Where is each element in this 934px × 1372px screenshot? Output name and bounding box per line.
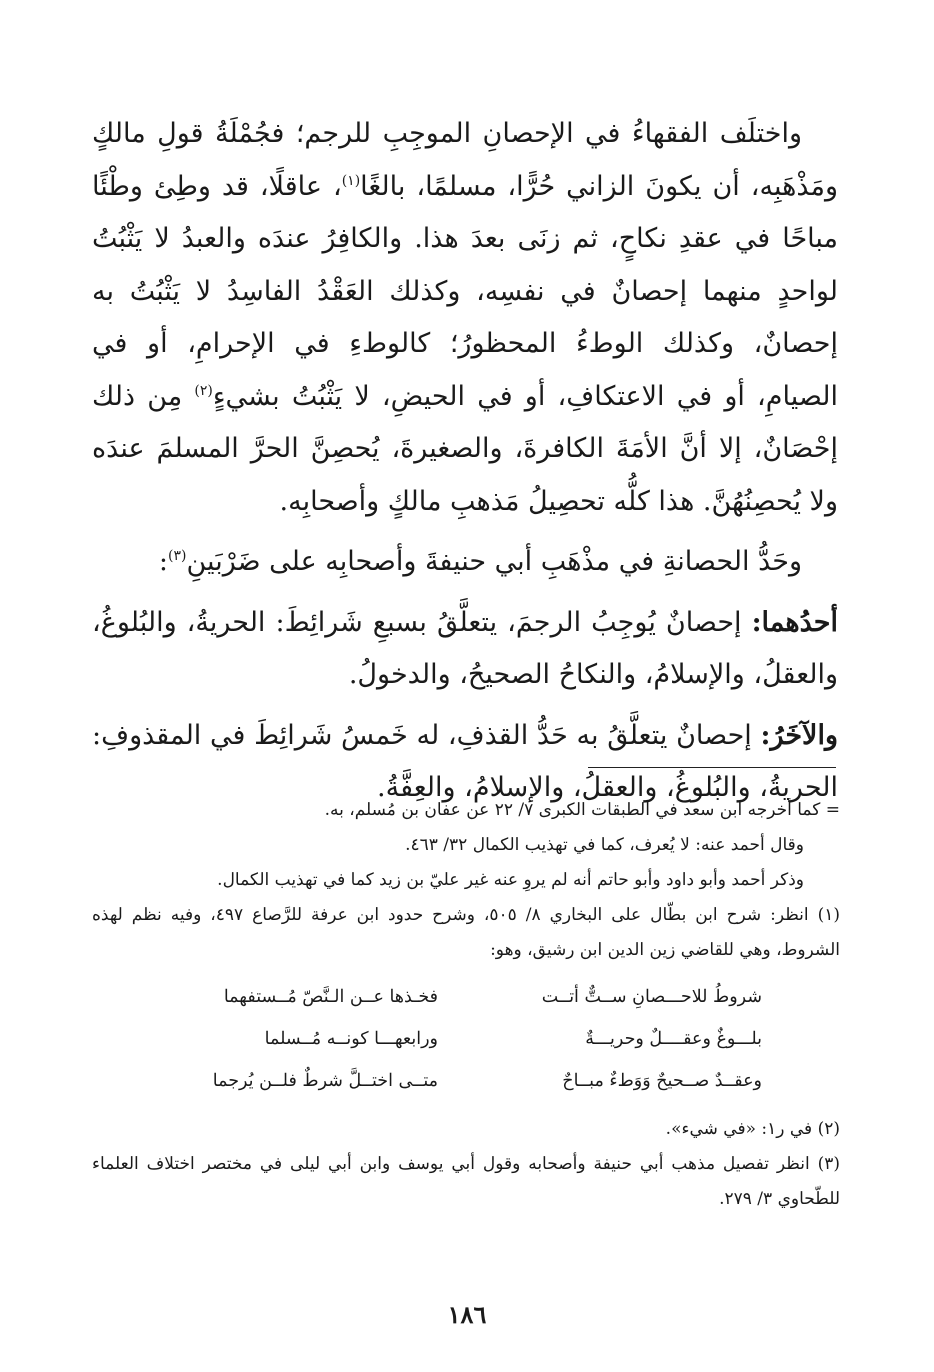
main-text (92, 108, 838, 815)
paragraph-1: واختلَف الفقهاءُ في الإحصانِ الموجِبِ للرجم؛ فجُمْلَةُ قولِ مالكٍ ومَذْهَبِه، أن يكونَ الزاني حُرًّا، مسلمًا، بالغًا$^{(١)}$، عاقلًا، قد وطِئ وطْئًا مباحًا في عقدِ نكاحٍ، ثم زنَى بعدَ هذا. والكافِرُ عندَه والعبدُ لا يَثْبُتُ لواحدٍ منهما إحصانٌ في نفسِه، وكذلك العَقْدُ الفاسِدُ لا يَثْبُتُ به إحصانٌ، وكذلك الوطءُ المحظورُ؛ كالوطءِ في الإحرامِ، أو في الصيامِ، أو في الاعتكافِ، أو في الحيضِ، لا يَثْبُتُ بشيءٍ$^{(٢)}$ مِن ذلك إحْصَانٌ، إلا أنَّ الأمَةَ الكافرةَ، والصغيرةَ، يُحصِنَّ الحرَّ المسلمَ عندَه ولا يُحصِنُهُنَّ. هذا كلُّه تحصِيلُ مَذهبِ مالكٍ وأصحابِه. (92, 118, 838, 517)
footnote-2: (٢) في ر١: «في شيء». (665, 1119, 840, 1139)
footnote-1: (١) انظر: شرح ابن بطّال على البخاري ٨/ ٥٠٥، وشرح حدود ابن عرفة للرَّصاع ٤٩٧، وفيه نظم لهذه الشروط، وهي للقاضي زين الدين ابن رشيق، وهو: (92, 905, 840, 960)
footnotes (92, 793, 840, 1217)
poem-verse (92, 980, 840, 1020)
footnote-ref-3[interactable]: (٣) (168, 548, 187, 564)
page-number: ١٨٦ (447, 1300, 487, 1329)
poem (92, 980, 840, 1104)
poem-second-hemistich: فخـذها عــن الـنَّصّ مُــستفهما (223, 987, 438, 1007)
first-type-heading: أحدُهما: (751, 606, 838, 638)
poem-first-hemistich: وعقــدٌ صــحيحٌ وَوَطءٌ مبــاحٌ (562, 1071, 762, 1091)
footnote-continued-1: = كما أخرجه ابن سعد في الطبقات الكبرى ٧/ ٢٢ عن عفان بن مُسلم، به. (324, 800, 840, 820)
paragraph-3: أحدُهما: إحصانٌ يُوجِبُ الرجمَ، يتعلَّقُ بسبعِ شَرائِطَ: الحريةُ، والبُلوغُ، والعقلُ، والإسلامُ، والنكاحُ الصحيحُ، والدخولُ. (92, 606, 838, 690)
poem-verse (92, 1022, 840, 1062)
second-type-heading: والآخَرُ: (760, 719, 838, 751)
footnote-continued-2: وقال أحمد عنه: لا يُعرف، كما في تهذيب الكمال ٣٢/ ٤٦٣. (405, 835, 804, 855)
paragraph-4: والآخَرُ: إحصانٌ يتعلَّقُ به حَدُّ القذفِ، له خَمسُ شَرائِطَ في المقذوفِ: الحريةُ، والبُلوغُ، والعقلُ، والإسلامُ، والعِفَّةُ. (92, 719, 838, 803)
footnote-ref-2[interactable]: (٢) (194, 382, 213, 399)
poem-second-hemistich: ورابعهـــا كونــه مُــسلما (264, 1029, 438, 1049)
poem-first-hemistich: شروطُ للاحـــصانِ ســتٌّ أتــت (541, 987, 762, 1007)
poem-first-hemistich: بلـــوغٌ وعقــــلٌ وحريـــةٌ (585, 1029, 762, 1049)
footnote-separator (588, 767, 836, 768)
poem-verse (92, 1064, 840, 1104)
paragraph-2: وحَدُّ الحصانةِ في مذْهَبِ أبي حنيفةَ وأصحابِه على ضَرْبَينِ$^{(٣)}$: (158, 546, 802, 577)
poem-second-hemistich: متــى اختــلَّ شرطٌ فلــن يُرجما (212, 1071, 438, 1091)
footnote-ref-1[interactable]: (١) (341, 172, 361, 189)
footnote-3: (٣) انظر تفصيل مذهب أبي حنيفة وأصحابه وقول أبي يوسف وابن أبي ليلى في مختصر اختلاف العلماء للطّحاوي ٣/ ٢٧٩. (92, 1154, 840, 1209)
footnote-continued-3: وذكر أحمد وأبو داود وأبو حاتم أنه لم يروِ عنه غير عليّ بن زيد كما في تهذيب الكمال. (217, 870, 804, 890)
